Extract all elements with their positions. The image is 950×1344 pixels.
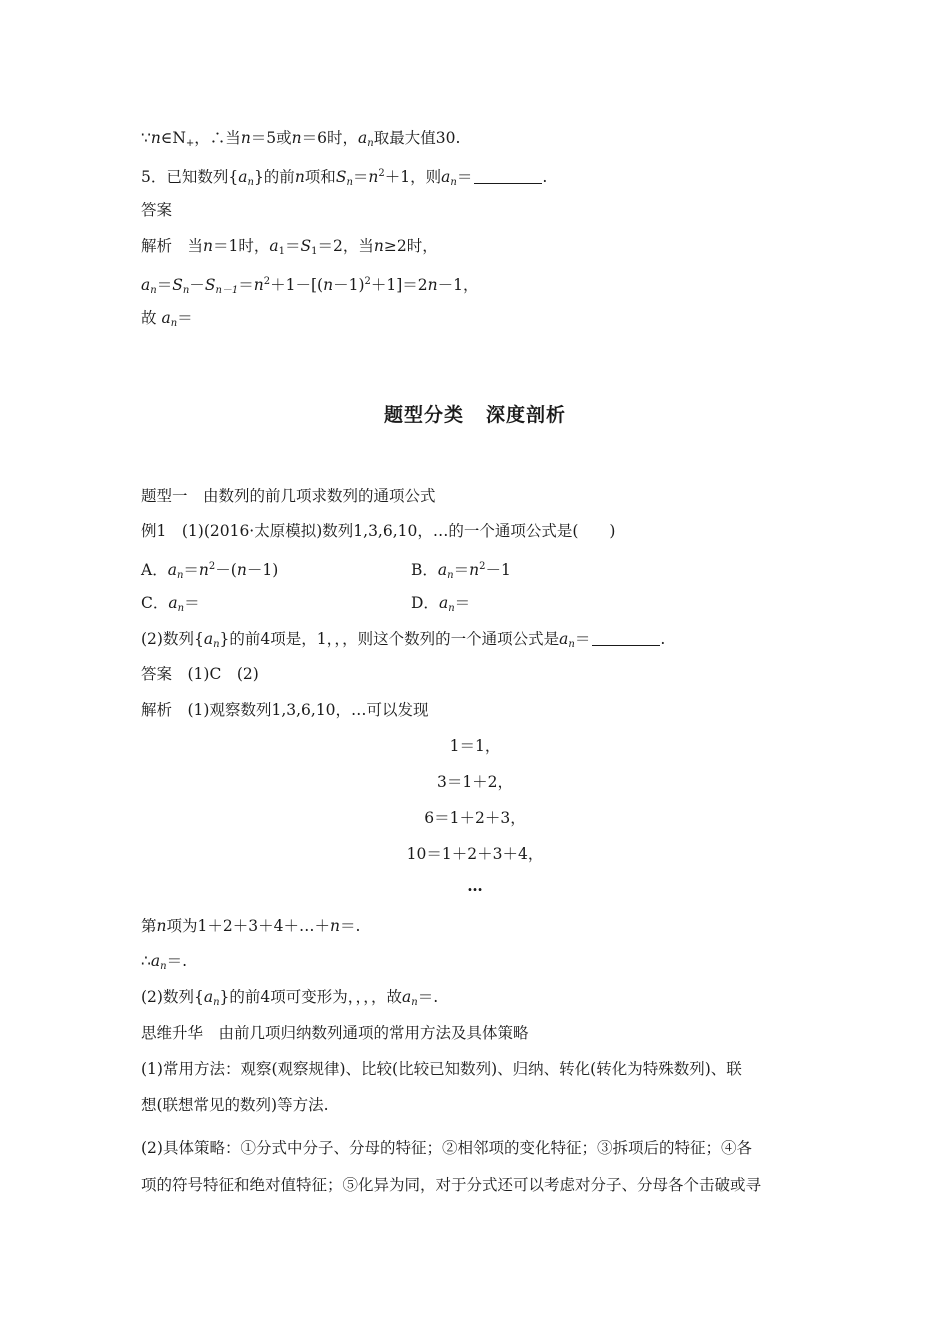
question-5: 5．已知数列$\{a_n\}$的前n项和$S_n=n^2+1$，则$a_n=$ . (141, 168, 548, 188)
section-heading (0, 400, 950, 427)
options-row-ab (141, 557, 841, 586)
option-d: D．$a_n=$ (411, 594, 471, 614)
methods-line-2: 想(联想常见的数列)等方法. (141, 1096, 329, 1114)
nth-term-line: 第n项为1＋2＋3＋4＋…＋n＝. (141, 917, 361, 935)
answer-blank (474, 169, 542, 184)
answer-label: 答案 (141, 201, 173, 219)
option-a: A．$a_n=n^2-(n-1)$ (141, 561, 279, 581)
equation-2: 3＝1＋2， (436, 773, 514, 791)
options-row-cd (141, 593, 841, 619)
equation-3: 6＝1＋2＋3， (424, 809, 526, 827)
analysis-line: 解析 (1)观察数列1,3,6,10，…可以发现 (141, 701, 429, 719)
ellipsis: … (467, 876, 483, 895)
analysis-line-2: $a_n=S_n-S_{n-1}=n^2+1-[(n-1)^2+1]=2n-1$， (141, 276, 479, 296)
section-heading-right: 深度剖析 (486, 404, 567, 426)
option-b: B．$a_n=n^2-1$ (411, 561, 511, 581)
therefore-line: $\therefore a_n=$. (141, 952, 188, 972)
analysis-line-1: 解析 当n＝1时，$a_1=S_1=2$，当n≥2时， (141, 237, 438, 257)
text-line-conclusion: $\because n\in N_+$，∴当n＝5或n＝6时，$a_n$取最大值30. (141, 129, 461, 149)
section-heading-left: 题型分类 (383, 404, 464, 426)
example-1-part-2: (2)数列$\{a_n\}$的前4项是，1，，，则这个数列的一个通项公式是$a_n=$ . (141, 630, 666, 650)
thinking-summary: 思维升华 由前几项归纳数列通项的常用方法及具体策略 (141, 1024, 529, 1042)
type-heading: 题型一 由数列的前几项求数列的通项公式 (141, 487, 436, 505)
analysis-line-3: 故 $a_n=$ (141, 309, 193, 329)
equation-1: 1＝1， (449, 737, 501, 755)
option-c: C．$a_n=$ (141, 594, 200, 614)
part-2-solution: (2)数列$\{a_n\}$的前4项可变形为，，，，故$a_n=$. (141, 988, 439, 1008)
answer-blank (592, 631, 660, 646)
equation-4: 10＝1＋2＋3＋4， (406, 845, 544, 863)
strategy-line-1: (2)具体策略：①分式中分子、分母的特征；②相邻项的变化特征；③拆项后的特征；④各 (141, 1139, 752, 1157)
methods-line-1: (1)常用方法：观察(观察规律)、比较(比较已知数列)、归纳、转化(转化为特殊数列)、联 (141, 1060, 742, 1078)
strategy-line-2: 项的符号特征和绝对值特征；⑤化异为同，对于分式还可以考虑对分子、分母各个击破或寻 (141, 1176, 762, 1194)
answer-line: 答案 (1)C (2) (141, 665, 259, 683)
example-1: 例1 (1)(2016·太原模拟)数列1,3,6,10，…的一个通项公式是( ) (141, 522, 616, 540)
